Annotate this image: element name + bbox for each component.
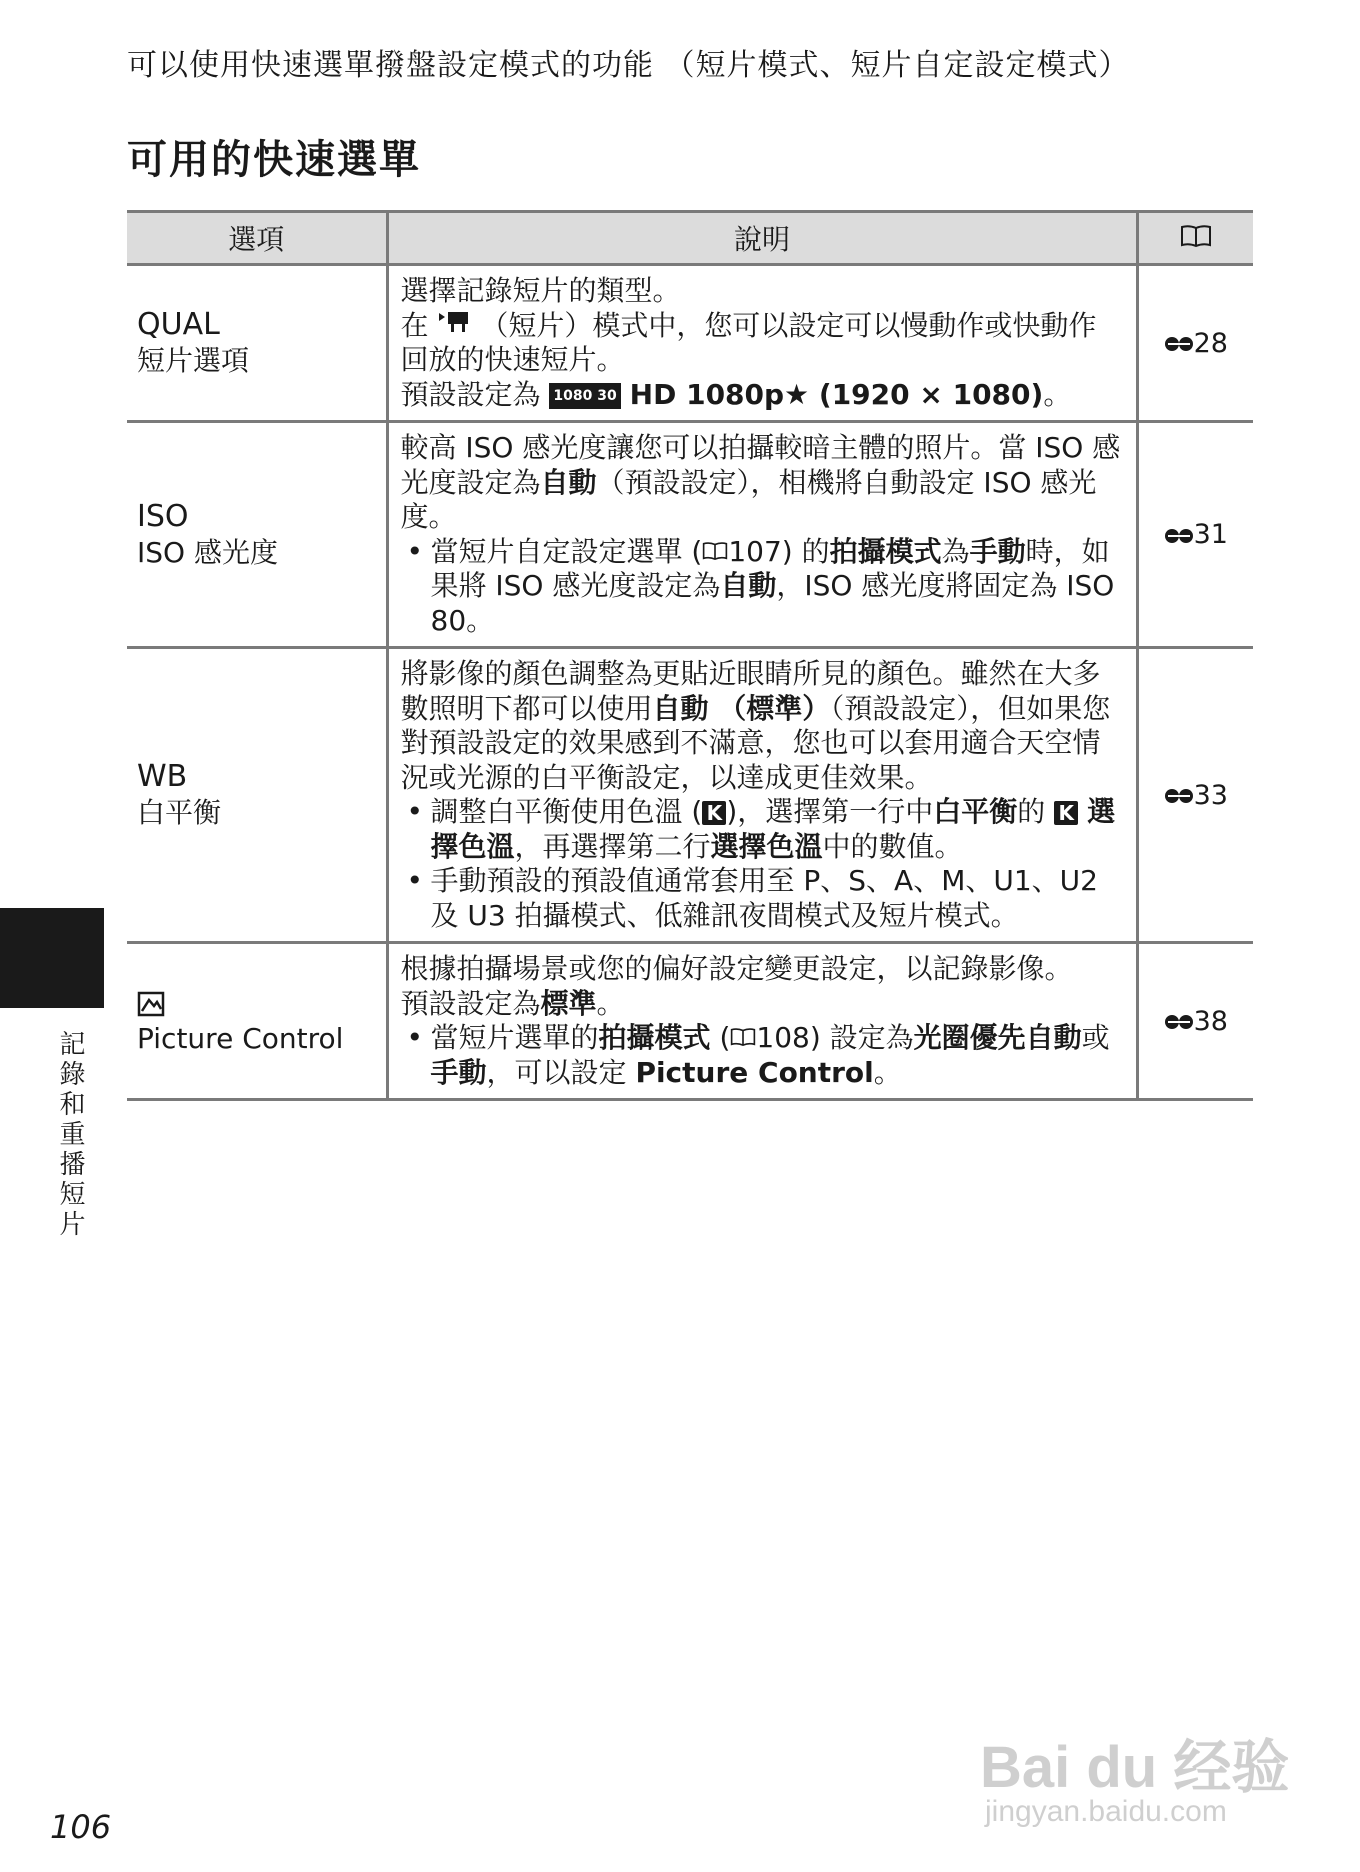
description-cell [387,422,1137,648]
option-cell [127,648,387,943]
book-icon [730,1027,756,1047]
desc-bullet: • 當短片選單的拍攝模式 ( 108) 設定為光圈優先自動或手動，可以設定 Picture Control。 [401,1021,1124,1090]
page-number: 106 [50,1808,112,1846]
reference-e-icon [1164,1012,1194,1032]
reference-e-icon [1164,334,1194,354]
option-code: ISO [137,498,189,534]
reference-cell: 28 [1137,265,1253,422]
watermark-url: jingyan.baidu.com [985,1795,1227,1828]
page-subtitle: 可以使用快速選單撥盤設定模式的功能 （短片模式、短片自定設定模式） [127,48,1130,83]
table-row [127,648,1253,943]
desc-line: 在 （短片）模式中，您可以設定可以慢動作或快動作回放的快速短片。 [400,308,1097,376]
movie-mode-icon [437,309,471,335]
reference-cell: 33 [1137,648,1253,943]
movie-resolution-icon: 1080 30 [549,383,620,409]
table-header-row [127,212,1253,265]
watermark-logo: Bai du 经验 [980,1735,1290,1800]
col-header-option: 選項 [127,212,387,265]
description-cell [387,648,1137,943]
option-name: Picture Control [137,1022,344,1055]
desc-paragraph: 將影像的顏色調整為更貼近眼睛所見的顏色。雖然在大多數照明下都可以使用自動 （標準）（預設設定），但如果您對預設設定的效果感到不滿意，您也可以套用適合天空情況或光源的白平衡設定，以達成更佳效果。 [400,657,1111,794]
desc-line: 預設設定為 1080 30 HD 1080p★ (1920 × 1080)。 [400,377,1072,411]
option-cell [127,943,387,1100]
option-code: QUAL [137,307,220,342]
reference-cell: 31 [1137,422,1253,648]
color-temperature-icon: K [702,801,726,825]
desc-bullet: • 當短片自定設定選單 ( 107) 的拍攝模式為手動時，如果將 ISO 感光度設定為自動，ISO 感光度將固定為 ISO 80。 [401,535,1124,639]
description-cell [387,265,1137,422]
table-row [127,943,1253,1100]
desc-line: 根據拍攝場景或您的偏好設定變更設定，以記錄影像。 [400,952,1073,985]
color-temperature-icon: K [1054,801,1078,825]
quick-menu-table [127,210,1253,1101]
col-header-reference [1137,212,1253,265]
chapter-label: 記錄和重播短片 [55,1030,85,1240]
book-icon [702,541,728,561]
picture-control-icon [137,985,376,1021]
table-row [127,265,1253,422]
desc-paragraph: 較高 ISO 感光度讓您可以拍攝較暗主體的照片。當 ISO 感光度設定為自動（預設設定），相機將自動設定 ISO 感光度。 [400,431,1121,533]
option-cell [127,265,387,422]
reference-cell: 38 [1137,943,1253,1100]
chapter-tab-marker [0,908,104,1008]
description-cell [387,943,1137,1100]
option-cell [127,422,387,648]
desc-bullet: • 手動預設的預設值通常套用至 P、S、A、M、U1、U2 及 U3 拍攝模式、低雜訊夜間模式及短片模式。 [401,864,1124,933]
option-name: 短片選項 [137,344,250,377]
col-header-description: 說明 [387,212,1137,265]
table-row [127,422,1253,648]
reference-e-icon [1164,526,1194,546]
desc-line: 預設設定為標準。 [400,986,625,1020]
desc-line: 選擇記錄短片的類型。 [400,274,681,307]
desc-bullet: • 調整白平衡使用色溫 ( K )，選擇第一行中白平衡的 K 選擇色溫，再選擇第二行選擇色溫中的數值。 [401,795,1124,864]
option-name: ISO 感光度 [137,535,278,569]
option-name: 白平衡 [137,796,222,829]
option-code: WB [137,759,188,794]
book-icon [1180,224,1212,248]
reference-e-icon [1164,786,1194,806]
page-title: 可用的快速選單 [127,137,421,183]
